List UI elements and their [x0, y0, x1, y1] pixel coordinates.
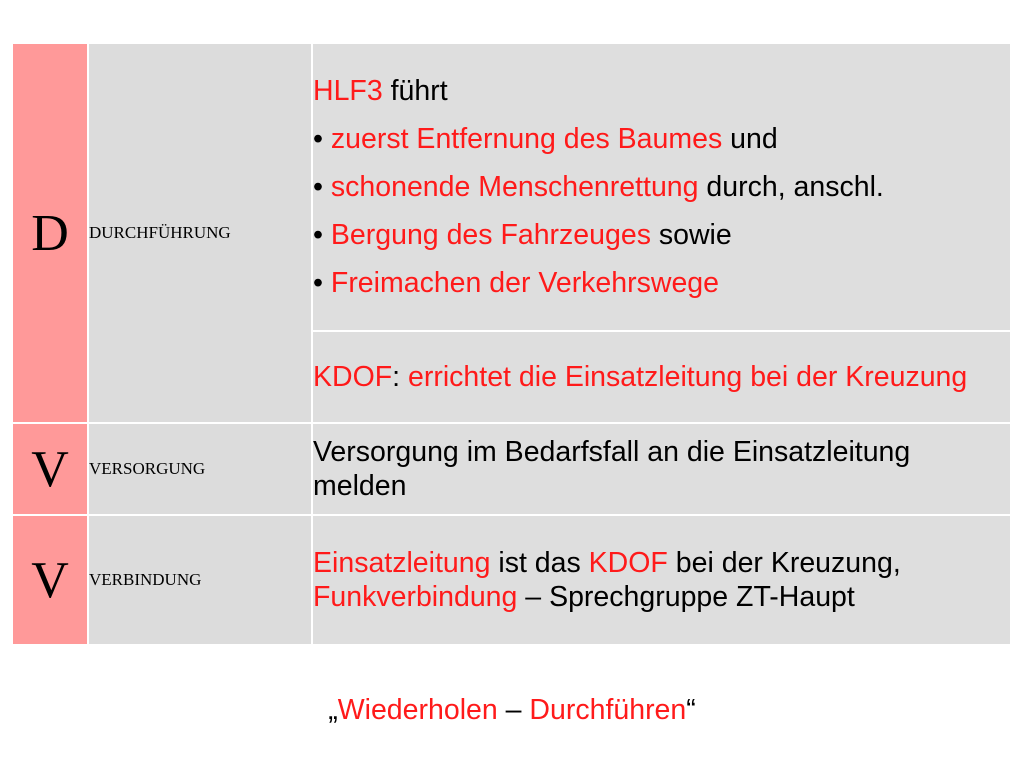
row-verbindung — [12, 515, 1011, 645]
row-durchfuehrung — [12, 43, 1011, 331]
letter-v-verbindung: V — [12, 515, 88, 645]
ddv-table — [11, 42, 1012, 646]
bullet: • — [313, 219, 331, 251]
close-quote: “ — [686, 694, 696, 726]
bullet-item — [313, 122, 1010, 156]
bullet-text: sowie — [650, 219, 732, 251]
bullet-red-text: Bergung des Fahrzeuges — [330, 219, 651, 251]
funkverbindung: Funkverbindung — [313, 581, 518, 613]
bullet-text: durch, anschl. — [698, 171, 884, 203]
bullet-item — [313, 170, 1010, 204]
bullet: • — [313, 267, 331, 299]
versorgung-text: Versorgung im Bedarfsfall an die Einsatzleitung melden — [312, 423, 1011, 515]
kdof-task — [312, 331, 1011, 423]
task-line-hlf3 — [313, 74, 1010, 108]
unit-kdof: KDOF — [313, 361, 393, 393]
text: ist das — [490, 547, 589, 579]
motto-dash: – — [497, 694, 530, 726]
text: : — [392, 361, 409, 393]
bullet-item — [313, 266, 1010, 300]
verbindung-line-2 — [313, 580, 1010, 614]
letter-v-versorgung: V — [12, 423, 88, 515]
row-versorgung — [12, 423, 1011, 515]
open-quote: „ — [328, 694, 338, 726]
label-durchfuehrung: DURCHFÜHRUNG — [88, 43, 312, 423]
motto-wiederholen: Wiederholen — [337, 694, 498, 726]
bullet: • — [313, 171, 331, 203]
einsatzleitung: Einsatzleitung — [313, 547, 491, 579]
durchfuehrung-tasks — [312, 43, 1011, 331]
text: – Sprechgruppe ZT-Haupt — [517, 581, 855, 613]
bullet: • — [313, 123, 331, 155]
bullet-text: und — [722, 123, 778, 155]
bullet-item — [313, 218, 1010, 252]
kdof-task-text: errichtet die Einsatzleitung bei der Kreuzung — [408, 361, 968, 393]
unit-hlf3: HLF3 — [313, 75, 383, 107]
bullet-red-text: schonende Menschenrettung — [330, 171, 699, 203]
unit-kdof: KDOF — [588, 547, 668, 579]
bullet-red-text: zuerst Entfernung des Baumes — [330, 123, 723, 155]
verbindung-text — [312, 515, 1011, 645]
bullet-red-text: Freimachen der Verkehrswege — [330, 267, 720, 299]
footer-motto — [0, 694, 1024, 727]
verbindung-line-1 — [313, 546, 1010, 580]
text: führt — [382, 75, 448, 107]
label-verbindung: VERBINDUNG — [88, 515, 312, 645]
text: bei der Kreuzung, — [667, 547, 901, 579]
motto-durchfuehren: Durchführen — [529, 694, 687, 726]
letter-d: D — [12, 43, 88, 423]
label-versorgung: VERSORGUNG — [88, 423, 312, 515]
